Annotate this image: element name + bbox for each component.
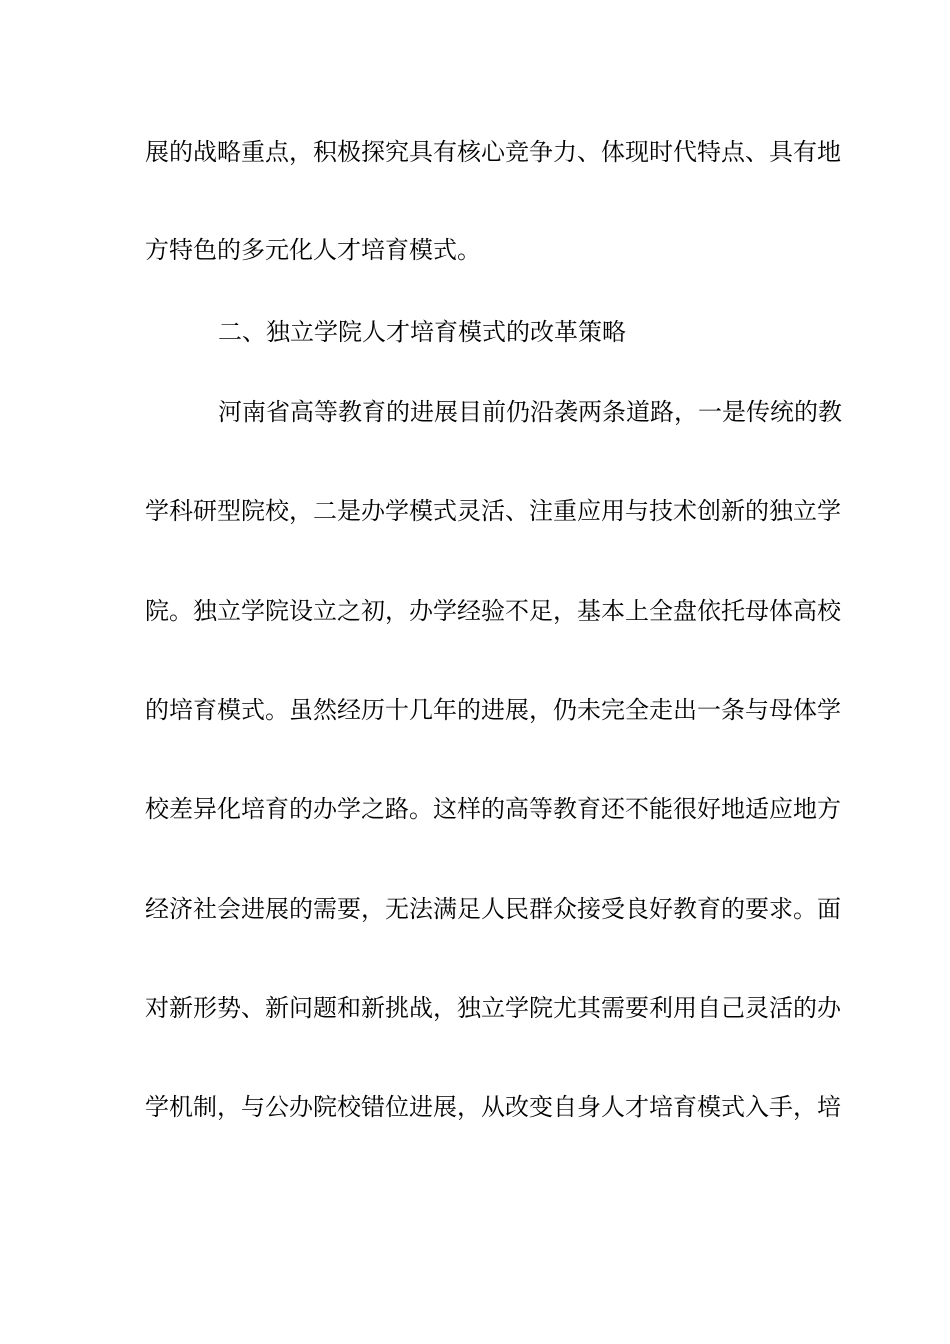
- body-text-line: 河南省高等教育的进展目前仍沿袭两条道路，一是传统的教: [218, 398, 842, 426]
- body-text-line: 对新形势、新问题和新挑战，独立学院尤其需要利用自己灵活的办: [145, 994, 841, 1022]
- body-text-line: 经济社会进展的需要，无法满足人民群众接受良好教育的要求。面: [145, 895, 841, 923]
- body-text-line: 方特色的多元化人才培育模式。: [145, 236, 481, 264]
- body-text-line: 校差异化培育的办学之路。这样的高等教育还不能很好地适应地方: [145, 795, 841, 823]
- body-text-line: 学科研型院校，二是办学模式灵活、注重应用与技术创新的独立学: [145, 497, 841, 525]
- body-text-line: 学机制，与公办院校错位进展，从改变自身人才培育模式入手，培: [145, 1093, 841, 1121]
- body-text-line: 院。独立学院设立之初，办学经验不足，基本上全盘依托母体高校: [145, 597, 841, 625]
- body-text-line: 展的战略重点，积极探究具有核心竞争力、体现时代特点、具有地: [145, 138, 841, 166]
- section-heading: 二、独立学院人才培育模式的改革策略: [218, 318, 626, 346]
- body-text-line: 的培育模式。虽然经历十几年的进展，仍未完全走出一条与母体学: [145, 696, 841, 724]
